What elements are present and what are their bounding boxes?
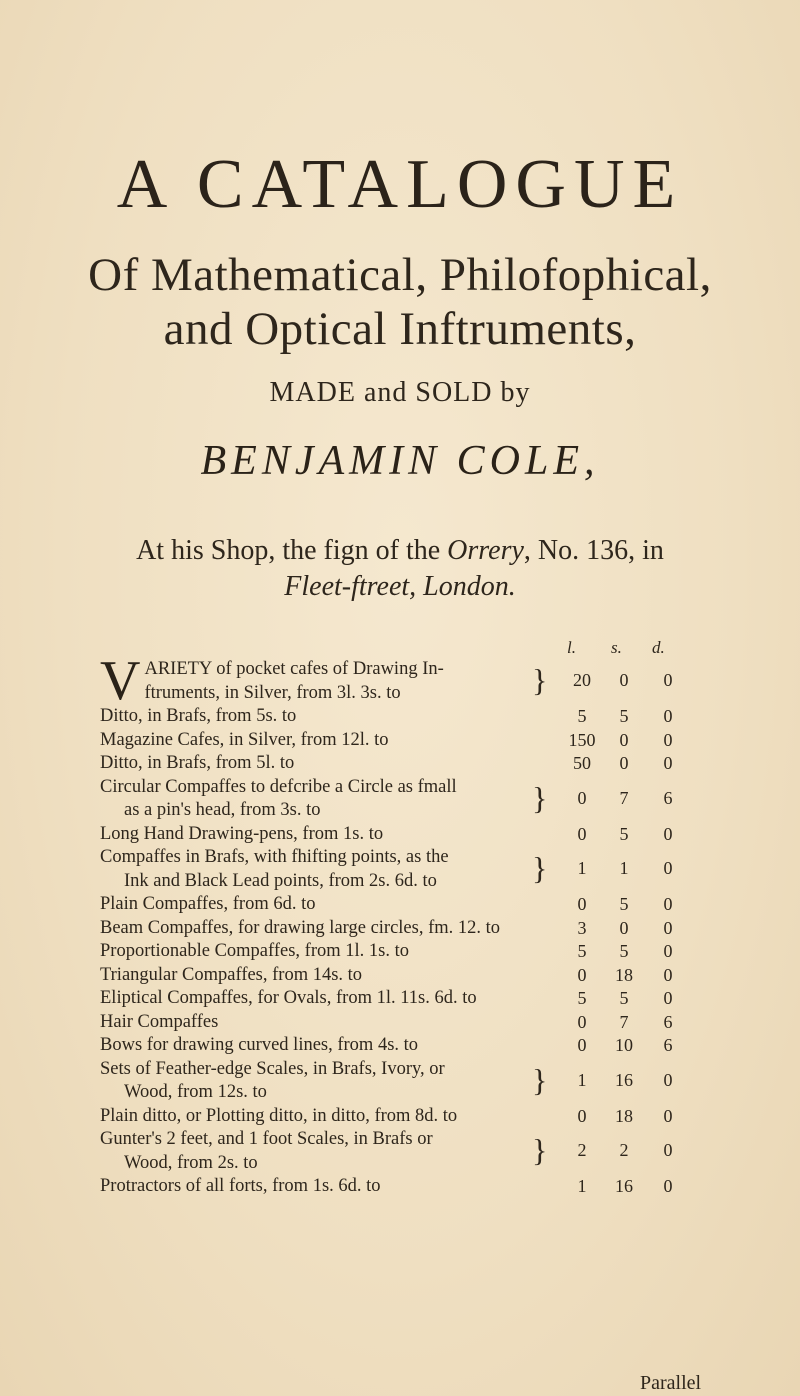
description-line-1: Bows for drawing curved lines, from 4s. to [100, 1035, 419, 1055]
price-pence: 0 [663, 964, 673, 985]
price-pounds: 2 [577, 1140, 587, 1160]
price-pounds: 150 [568, 729, 596, 750]
price-values [570, 987, 720, 1011]
price-pence: 0 [663, 729, 673, 750]
price-values [570, 964, 720, 988]
address-text: At his Shop, the fign of the [136, 535, 448, 566]
price-values [570, 917, 720, 941]
price-pounds: 0 [577, 1105, 587, 1126]
price-pounds: 1 [577, 1176, 587, 1196]
price-row [100, 823, 673, 847]
address-line-2 [100, 569, 700, 605]
price-row [100, 752, 673, 776]
price-pence: 0 [663, 1105, 673, 1126]
description-line-1: Triangular Compaffes, from 14s. to [100, 964, 363, 985]
price-pence: 0 [663, 706, 673, 726]
price-row [100, 987, 673, 1011]
description-line-1: Proportionable Compaffes, from 1l. 1s. to [100, 941, 409, 961]
price-values [570, 729, 720, 753]
price-row [100, 846, 673, 893]
description-line-2: Ink and Black Lead points, from 2s. 6d. to [124, 870, 437, 891]
price-shillings: 5 [619, 941, 629, 961]
price-pounds: 5 [577, 941, 587, 961]
maker-name: BENJAMIN COLE, [200, 438, 600, 484]
price-pounds: 0 [577, 787, 587, 808]
description-line-1: Eliptical Compaffes, for Ovals, from 1l. 11s. 6d. to [100, 988, 477, 1008]
description-line-1: Plain Compaffes, from 6d. to [100, 894, 316, 914]
price-shillings: 10 [615, 1035, 633, 1055]
price-pence: 0 [663, 1140, 673, 1160]
description-line-2: Wood, from 2s. to [124, 1152, 258, 1173]
description-line-1: Sets of Feather-edge Scales, in Brafs, Ivory, or [100, 1058, 445, 1079]
item-description [100, 940, 540, 964]
price-pence: 0 [663, 670, 673, 690]
description-line-1: Circular Compaffes to defcribe a Circle as fmall [100, 776, 457, 797]
price-pence: 0 [663, 823, 673, 844]
description-line-1: Compaffes in Brafs, with fhifting points, as the [100, 847, 449, 867]
item-description [100, 729, 540, 753]
price-pence: 0 [663, 858, 673, 878]
price-values [570, 752, 720, 776]
price-shillings: 0 [619, 753, 629, 773]
description-line-1: ARIETY of pocket cafes of Drawing In- [144, 659, 444, 679]
price-row [100, 1034, 673, 1058]
price-pounds: 5 [577, 706, 587, 726]
price-row [100, 1058, 673, 1105]
shillings-header: s. [611, 638, 622, 657]
price-shillings: 18 [615, 964, 633, 985]
price-pence: 6 [663, 1035, 673, 1055]
brace-icon: } [532, 662, 548, 698]
price-pounds: 0 [577, 894, 587, 914]
price-pounds: 5 [577, 988, 587, 1008]
price-values [570, 1175, 720, 1199]
item-description [100, 650, 540, 712]
price-row [100, 776, 673, 823]
price-row [100, 940, 673, 964]
catchword: Parallel [640, 1372, 702, 1394]
brace-icon: } [532, 1132, 548, 1168]
price-row [100, 964, 673, 988]
price-shillings: 5 [619, 988, 629, 1008]
brace-icon: } [532, 1061, 548, 1098]
street-city: Fleet-ftreet, London. [284, 571, 516, 602]
price-values [570, 1011, 720, 1035]
subtitle-line-1: Of Mathematical, Philofophical, [88, 249, 712, 301]
price-pence: 0 [663, 917, 673, 938]
pounds-header: l. [567, 638, 576, 657]
price-values [570, 940, 720, 964]
item-description [100, 1175, 540, 1199]
price-shillings: 5 [619, 894, 629, 914]
item-description [100, 752, 540, 776]
price-pence: 0 [663, 753, 673, 773]
price-values [570, 705, 720, 729]
description-line-1: Hair Compaffes [100, 1011, 219, 1032]
price-pounds: 0 [577, 964, 587, 985]
price-pounds: 0 [577, 823, 587, 844]
price-shillings: 0 [619, 917, 629, 938]
price-shillings: 0 [619, 670, 629, 690]
price-pence: 6 [663, 1011, 673, 1032]
price-pence: 6 [663, 787, 673, 808]
description-line-1: Beam Compaffes, for drawing large circles, fm. 12. to [100, 917, 501, 938]
price-pence: 0 [663, 941, 673, 961]
orrery-sign: Orrery [447, 535, 524, 566]
price-pounds: 3 [577, 917, 587, 938]
item-description [100, 846, 540, 893]
price-pence: 0 [663, 988, 673, 1008]
item-description [100, 964, 540, 988]
description-line-1: Ditto, in Brafs, from 5s. to [100, 706, 297, 726]
price-pounds: 0 [577, 1011, 587, 1032]
price-row [100, 1128, 673, 1175]
price-pounds: 0 [577, 1035, 587, 1055]
price-row [100, 1011, 673, 1035]
item-description [100, 1058, 540, 1105]
item-description [100, 1034, 540, 1058]
price-row [100, 729, 673, 753]
price-values [570, 823, 720, 847]
price-shillings: 16 [615, 1069, 633, 1090]
description-line-2: Wood, from 12s. to [124, 1082, 267, 1102]
price-values [570, 893, 720, 917]
page-title: A CATALOGUE [116, 146, 684, 223]
price-pounds: 20 [573, 670, 591, 690]
description-line-1: Long Hand Drawing-pens, from 1s. to [100, 823, 384, 844]
description-line-1: Magazine Cafes, in Silver, from 12l. to [100, 729, 389, 750]
price-list [100, 650, 673, 1199]
item-description [100, 987, 540, 1011]
price-shillings: 1 [619, 858, 629, 878]
item-description [100, 893, 540, 917]
price-pence: 0 [663, 1176, 673, 1196]
price-pence: 0 [663, 1069, 673, 1090]
subtitle-line-2: and Optical Inftruments, [163, 303, 637, 355]
address-number: , No. 136, in [523, 535, 664, 566]
shop-address [100, 533, 700, 605]
price-pence: 0 [663, 894, 673, 914]
price-row [100, 1105, 673, 1129]
price-row [100, 893, 673, 917]
price-pounds: 50 [573, 753, 591, 773]
price-shillings: 0 [619, 729, 629, 750]
price-values [570, 1034, 720, 1058]
item-description [100, 776, 540, 823]
description-line-1: Ditto, in Brafs, from 5l. to [100, 753, 295, 773]
price-row [100, 1175, 673, 1199]
description-line-2: ftruments, in Silver, from 3l. 3s. to [144, 682, 401, 703]
price-pounds: 1 [577, 1069, 587, 1090]
price-shillings: 7 [619, 1011, 629, 1032]
item-description [100, 1105, 540, 1129]
address-line-1 [100, 533, 700, 569]
brace-icon: } [532, 850, 548, 886]
price-shillings: 2 [619, 1140, 629, 1160]
item-description [100, 1128, 540, 1175]
item-description [100, 1011, 540, 1035]
description-line-2: as a pin's head, from 3s. to [124, 800, 321, 820]
price-pounds: 1 [577, 858, 587, 878]
price-values [570, 1105, 720, 1129]
item-description [100, 917, 540, 941]
item-description [100, 705, 540, 729]
price-shillings: 18 [615, 1105, 633, 1126]
made-and-sold-by: MADE and SOLD by [269, 377, 531, 408]
price-shillings: 5 [619, 706, 629, 726]
price-shillings: 5 [619, 823, 629, 844]
description-line-1: Protractors of all forts, from 1s. 6d. to [100, 1176, 381, 1196]
price-row [100, 650, 673, 712]
brace-icon: } [532, 779, 548, 816]
price-row [100, 917, 673, 941]
pence-header: d. [652, 638, 665, 657]
description-line-1: Gunter's 2 feet, and 1 foot Scales, in Brafs or [100, 1129, 433, 1149]
price-row [100, 705, 673, 729]
description-line-1: Plain ditto, or Plotting ditto, in ditto, from 8d. to [100, 1105, 458, 1126]
drop-cap: V [100, 650, 141, 712]
price-shillings: 16 [615, 1176, 633, 1196]
price-shillings: 7 [619, 787, 629, 808]
item-description [100, 823, 540, 847]
